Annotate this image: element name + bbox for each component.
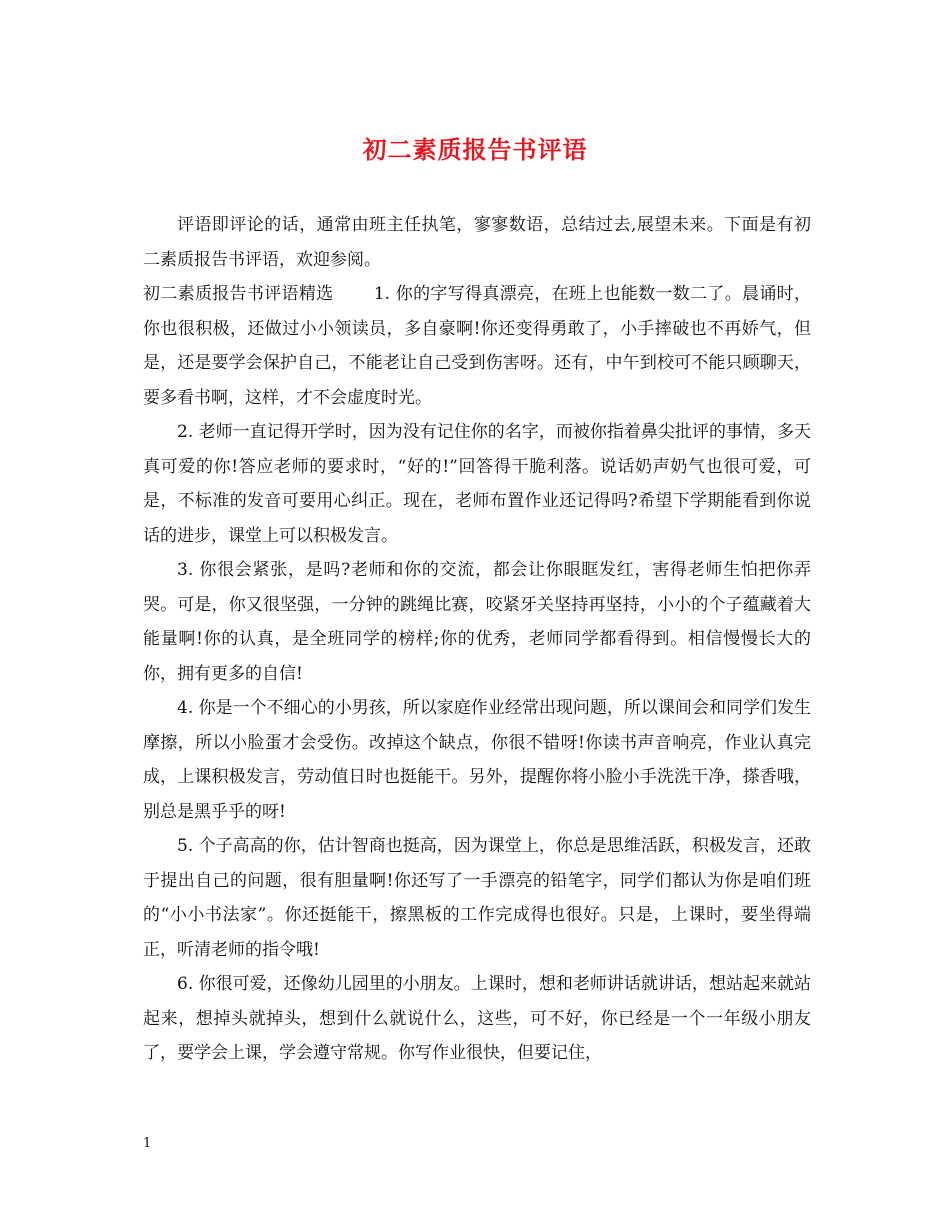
page-number: 1 bbox=[143, 1136, 152, 1151]
intro-paragraph: 评语即评论的话，通常由班主任执笔，寥寥数语，总结过去,展望未来。下面是有初二素质报告书评语，欢迎参阅。 bbox=[143, 215, 811, 270]
page-title: 初二素质报告书评语 bbox=[362, 135, 588, 164]
comment-paragraph-4: 4. 你是一个不细心的小男孩，所以家庭作业经常出现问题，所以课间会和同学们发生摩擦，所以小脸蛋才会受伤。改掉这个缺点，你很不错呀!你读书声音响亮，作业认真完成，上课积极发言，劳动值日时也挺能干。另外，提醒你将小脸小手洗洗干净，搽香哦，别总是黑乎乎的呀! bbox=[143, 698, 811, 822]
comment-paragraph-1: 初二素质报告书评语精选 1. 你的字写得真漂亮，在班上也能数一数二了。晨诵时，你也很积极，还做过小小领读员，多自豪啊!你还变得勇敢了，小手摔破也不再娇气，但是，还是要学会保护自己，不能老让自己受到伤害呀。还有，中午到校可不能只顾聊天，要多看书啊，这样，才不会虚度时光。 bbox=[143, 284, 811, 408]
comment-paragraph-6: 6. 你很可爱，还像幼儿园里的小朋友。上课时，想和老师讲话就讲话，想站起来就站起来，想掉头就掉头，想到什么就说什么，这些，可不好，你已经是一个一年级小朋友了，要学会上课，学会遵守常规。你写作业很快，但要记住， bbox=[143, 974, 811, 1063]
document-body bbox=[143, 208, 811, 1071]
comment-paragraph-2: 2. 老师一直记得开学时，因为没有记住你的名字，而被你指着鼻尖批评的事情，多天真可爱的你!答应老师的要求时，“好的!”回答得干脆利落。说话奶声奶气也很可爱，可是，不标准的发音可要用心纠正。现在，老师布置作业还记得吗?希望下学期能看到你说话的进步，课堂上可以积极发言。 bbox=[143, 422, 811, 546]
comment-paragraph-3: 3. 你很会紧张，是吗?老师和你的交流，都会让你眼眶发红，害得老师生怕把你弄哭。可是，你又很坚强，一分钟的跳绳比赛，咬紧牙关坚持再坚持，小小的个子蕴藏着大能量啊!你的认真，是全班同学的榜样;你的优秀，老师同学都看得到。相信慢慢长大的你，拥有更多的自信! bbox=[143, 560, 811, 684]
comment-paragraph-5: 5. 个子高高的你，估计智商也挺高，因为课堂上，你总是思维活跃，积极发言，还敢于提出自己的问题，很有胆量啊!你还写了一手漂亮的铅笔字，同学们都认为你是咱们班的“小小书法家”。你还挺能干，擦黑板的工作完成得也很好。只是，上课时，要坐得端正，听清老师的指令哦! bbox=[143, 836, 811, 960]
